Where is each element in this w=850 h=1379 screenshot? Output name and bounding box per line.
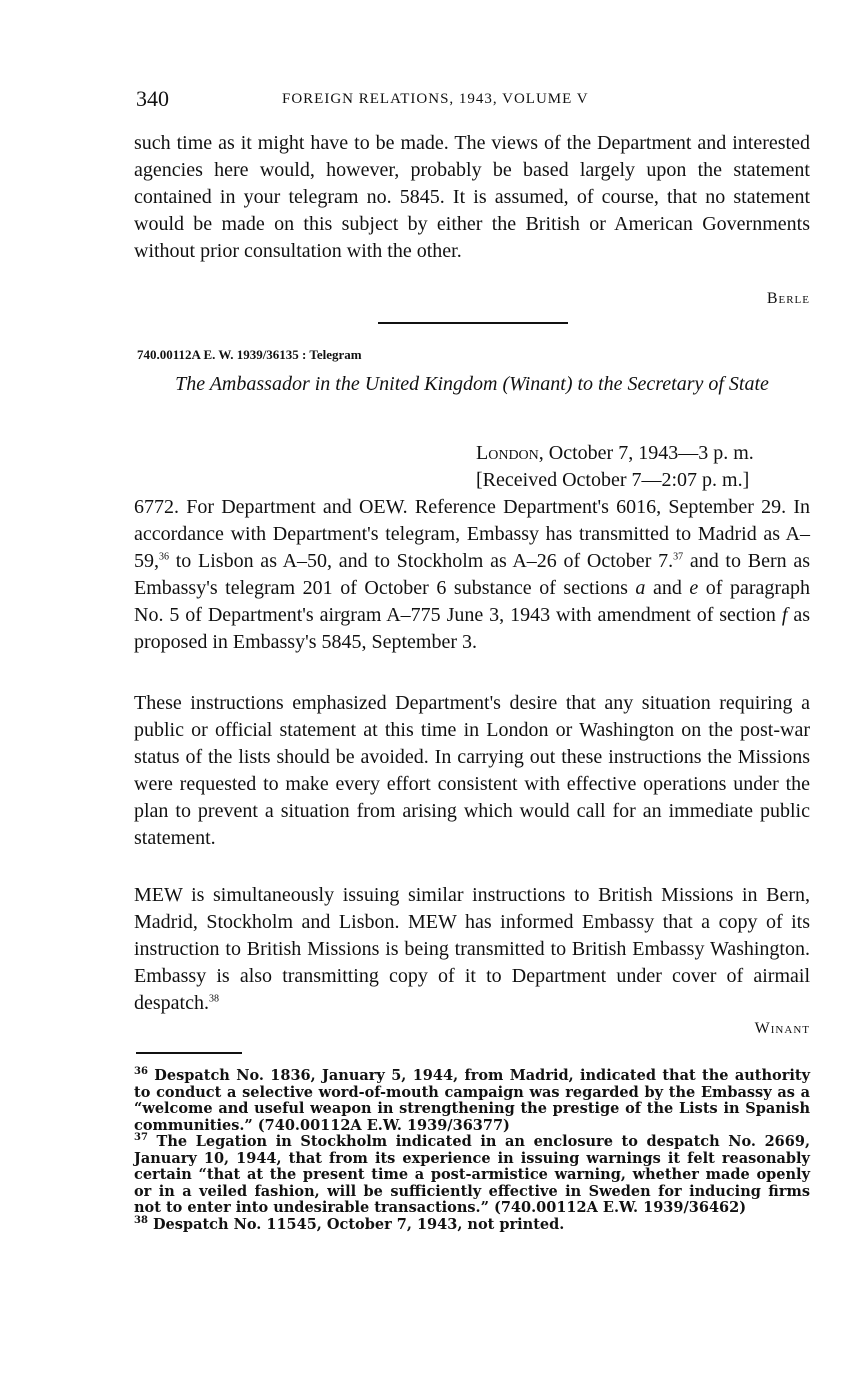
footnote-text: Despatch No. 1836, January 5, 1944, from Madrid, indicated that the authority to conduct a selective word-of-mouth campaign was regarded by the Embassy as a “welcome and useful weapon in strengthening the prestige of the Lists in Spanish communities.” (740.00112A E.W. 1939/36377) — [134, 1067, 810, 1134]
footnote — [134, 1214, 810, 1234]
continued-paragraph: such time as it might have to be made. The views of the Department and interested agencies here would, however, probably be based largely upon the statement contained in your telegram no. 5845. It is assumed, of course, that no statement would be made on this subject by either the British or American Governments without prior consultation with the other. — [134, 132, 810, 262]
signature-berle: Berle — [766, 290, 810, 307]
footnote-number: 38 — [134, 1214, 148, 1226]
text-run: of paragraph No. 5 of Department's airgram A–775 June 3, 1943 with amendment of section — [134, 577, 810, 626]
text-run: to Lisbon as A–50, and to Stockholm as A–26 of October 7. — [169, 550, 674, 572]
page-header — [136, 86, 812, 116]
text-run: and to Bern as Embassy's telegram 201 of October 6 substance of sections — [134, 550, 810, 599]
dateline-place: London — [476, 442, 539, 464]
footnote — [134, 1068, 810, 1134]
paragraph-instructions: These instructions emphasized Department's desire that any situation requiring a public or official statement at this time in London or Washington on the post-war status of the lists should be avoided. In carrying out these instructions the Missions were requested to make every effort consistent with effective operations under the plan to prevent a situation from arising which would call for an immediate public statement. — [134, 692, 810, 849]
footnote-ref: 38 — [208, 993, 219, 1005]
section-divider — [378, 322, 568, 324]
section-letter: a — [635, 577, 646, 599]
text-run: MEW is simultaneously issuing similar instructions to British Missions in Bern, Madrid, Stockholm and Lisbon. MEW has informed Embassy that a copy of its instruction to British Missions is being transmitted to British Embassy Washington. Embassy is also transmitting copy of it to Department under cover of airmail despatch. — [134, 884, 810, 1014]
footnote-ref: 37 — [673, 551, 684, 563]
footnotes — [134, 1068, 810, 1233]
section-letter: f — [781, 604, 788, 626]
paragraph-telegram — [134, 494, 810, 656]
footnote-number: 37 — [134, 1132, 148, 1144]
document-reference: 740.00112A E. W. 1939/36135 : Telegram — [137, 347, 362, 362]
text-run: and — [645, 577, 690, 599]
page-number: 340 — [136, 86, 169, 111]
signature-winant: Winant — [754, 1020, 810, 1037]
dateline — [476, 440, 754, 467]
footnote-number: 36 — [134, 1066, 148, 1078]
footnote-ref: 36 — [159, 551, 169, 563]
footnote-text: The Legation in Stockholm indicated in an enclosure to despatch No. 2669, January 10, 1944, that from its experience in issuing warnings it felt reasonably certain “that at the present time a post-armistice warning, whether made openly or in a veiled fashion, will be sufficiently effective in Sweden for inducing firms not to enter into undesirable transactions.” (740.00112A E.W. 1939/36462) — [134, 1133, 810, 1216]
text-run: as proposed in Embassy's 5845, September 3. — [134, 604, 811, 653]
document-title: The Ambassador in the United Kingdom (Winant) to the Secretary of State — [175, 373, 769, 395]
section-letter: e — [689, 577, 699, 599]
dateline-date: , October 7, 1943—3 p. m. — [538, 442, 754, 464]
text-run: 6772. For Department and OEW. Reference Department's 6016, September 29. In accordance with Department's telegram, Embassy has transmitted to Madrid as A–59, — [134, 496, 810, 572]
footnote — [134, 1134, 810, 1217]
running-head: FOREIGN RELATIONS, 1943, VOLUME V — [282, 91, 589, 107]
paragraph-mew — [134, 882, 810, 1017]
footnote-text: Despatch No. 11545, October 7, 1943, not printed. — [147, 1215, 565, 1233]
footnote-divider — [136, 1052, 242, 1054]
received-line: [Received October 7—2:07 p. m.] — [476, 469, 750, 491]
